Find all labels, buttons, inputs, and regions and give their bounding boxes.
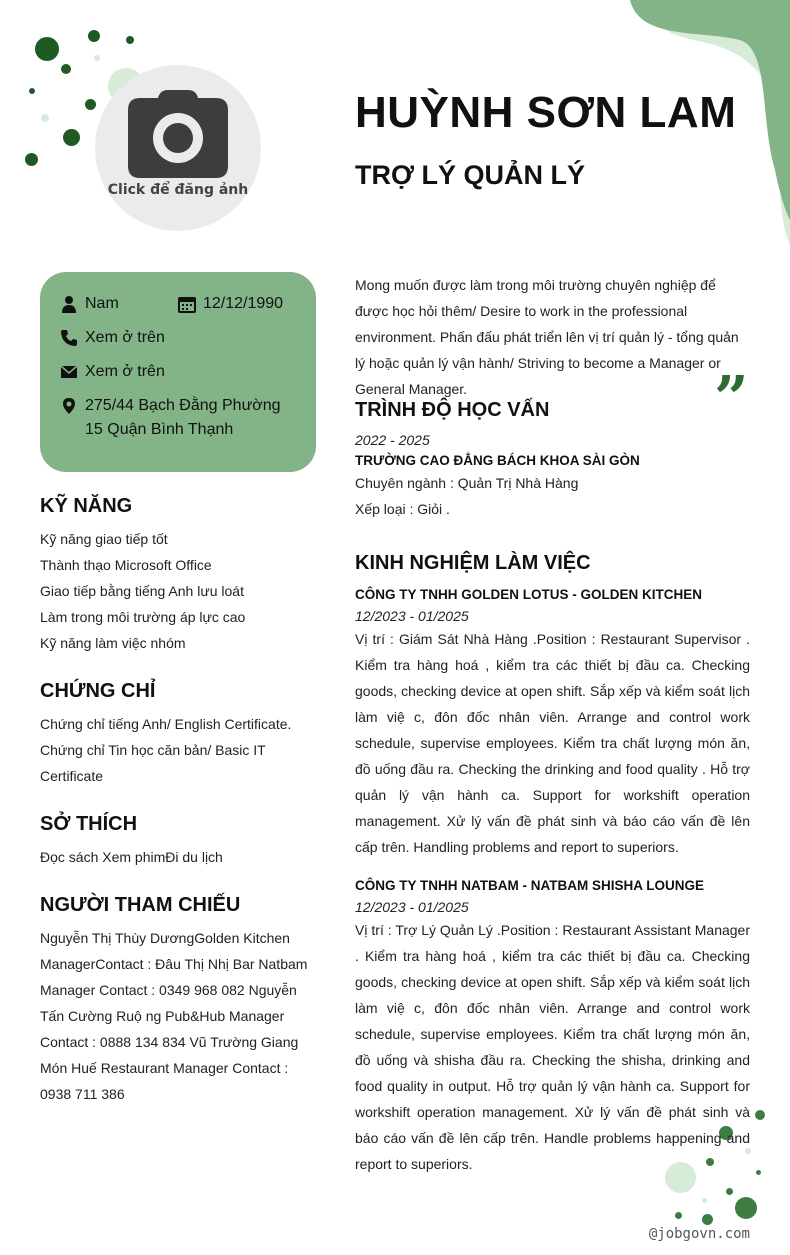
quote-mark-icon: ” — [714, 364, 749, 434]
mail-icon — [60, 363, 78, 381]
education-section — [355, 399, 750, 522]
location-pin-icon — [60, 397, 78, 415]
job-description: Vị trí : Giám Sát Nhà Hàng .Position : Restaurant Supervisor . Kiểm tra hàng hoá , kiểm tra các thiết bị đầu ca. Checking goods, checking device at open shift. Sắp xếp và kiểm soát lịch làm việ c, đôn đốc nhân viên. Arrange and control work schedule, supervise employees. Kiểm tra chất lượng món ăn, đồ uống đầu ra. Checking the drinking and food quality . Hỗ trợ quản lý vận hành ca. Support for workshift operation management. Xử lý vấn đề phát sinh và báo cáo vấn đề lên cấp trên. Handling problems and report to superiors. — [355, 631, 750, 855]
hobbies-title: SỞ THÍCH — [40, 813, 138, 835]
skill-item: Thành thạo Microsoft Office — [40, 557, 212, 573]
phone-row — [60, 326, 165, 350]
references-text: Nguyễn Thị Thùy DươngGolden Kitchen ManagerContact : Đâu Thị Nhị Bar Natbam Manager Contact : 0349 968 082 Nguyễn Tấn Cường Ruộ ng Pub&Hub Manager Contact : 0888 134 834 Vũ Trường Giang Món Huế Restaurant Manager Contact : 0938 711 386 — [40, 930, 308, 1102]
email-row — [60, 360, 165, 384]
gender-row — [60, 292, 119, 316]
skills-list — [40, 526, 315, 656]
career-objective: Mong muốn được làm trong môi trường chuyên nghiệp để được học hỏi thêm/ Desire to work in the professional environment. Phấn đấu phát triển lên vị trí quản lý - tổng quản lý hoặc quản lý vận hành/ Striving to become a Manager or General Manager. — [355, 277, 739, 397]
education-grade: Xếp loại : Giỏi . — [355, 501, 450, 517]
skill-item: Làm trong môi trường áp lực cao — [40, 609, 246, 625]
references-section — [40, 894, 310, 1107]
experience-section — [355, 552, 750, 1177]
gender-value: Nam — [85, 295, 119, 312]
certificates-text: Chứng chỉ tiếng Anh/ English Certificate. Chứng chỉ Tin học căn bản/ Basic IT Certificate — [40, 716, 292, 784]
skill-item: Giao tiếp bằng tiếng Anh lưu loát — [40, 583, 244, 599]
candidate-role: TRỢ LÝ QUẢN LÝ — [355, 160, 586, 190]
camera-icon — [128, 90, 228, 178]
job-company: CÔNG TY TNHH GOLDEN LOTUS - GOLDEN KITCHEN — [355, 587, 702, 602]
contact-box — [40, 272, 316, 472]
skills-title: KỸ NĂNG — [40, 495, 133, 517]
email-value: Xem ở trên — [85, 363, 165, 380]
address-row — [60, 394, 300, 442]
skill-item: Kỹ năng giao tiếp tốt — [40, 531, 168, 547]
experience-title: KINH NGHIỆM LÀM VIỆC — [355, 552, 591, 574]
job-period: 12/2023 - 01/2025 — [355, 899, 469, 915]
birthday-row — [178, 292, 283, 316]
references-title: NGƯỜI THAM CHIẾU — [40, 894, 241, 916]
education-title: TRÌNH ĐỘ HỌC VẤN — [355, 399, 550, 421]
address-value: 275/44 Bạch Đằng Phường 15 Quận Bình Thạnh — [85, 397, 281, 438]
job-company: CÔNG TY TNHH NATBAM - NATBAM SHISHA LOUNGE — [355, 878, 704, 893]
skills-section — [40, 495, 315, 656]
job-entry — [355, 878, 750, 1177]
certificates-title: CHỨNG CHỈ — [40, 680, 156, 702]
job-description: Vị trí : Trợ Lý Quản Lý .Position : Restaurant Assistant Manager . Kiểm tra hàng hoá , kiểm tra các thiết bị đầu ca. Checking goods, checking device at open shift. Sắp xếp và kiểm soát lịch làm việ c, đôn đốc nhân viên. Arrange and control work schedule, supervise employees. Kiểm tra chất lượng món ăn, đồ uống và shisha đầu ra. Checking the shisha, drinking and food quality in output. Hỗ trợ quản lý vận hành ca. Support for workshift operation management. Xử lý vấn đề phát sinh và báo cáo vấn đề lên cấp trên. Handle problems happening and report to superiors. — [355, 922, 750, 1172]
phone-icon — [60, 329, 78, 347]
avatar-upload[interactable] — [95, 65, 261, 231]
birthday-value: 12/12/1990 — [203, 295, 284, 312]
phone-value: Xem ở trên — [85, 329, 165, 346]
job-entry — [355, 587, 750, 860]
candidate-name: HUỲNH SƠN LAM — [355, 88, 737, 137]
education-period: 2022 - 2025 — [355, 432, 430, 448]
calendar-icon — [178, 295, 196, 313]
skill-item: Kỹ năng làm việc nhóm — [40, 635, 186, 651]
hobbies-section — [40, 813, 315, 870]
hobbies-text: Đọc sách Xem phimĐi du lịch — [40, 849, 223, 865]
footer-watermark: @jobgovn.com — [648, 1226, 750, 1242]
education-major: Chuyên ngành : Quản Trị Nhà Hàng — [355, 475, 579, 491]
person-icon — [60, 295, 78, 313]
certificates-section — [40, 680, 305, 789]
avatar-caption: Click để đăng ảnh — [107, 182, 249, 198]
education-school: TRƯỜNG CAO ĐẲNG BÁCH KHOA SÀI GÒN — [355, 453, 640, 468]
job-period: 12/2023 - 01/2025 — [355, 608, 469, 624]
